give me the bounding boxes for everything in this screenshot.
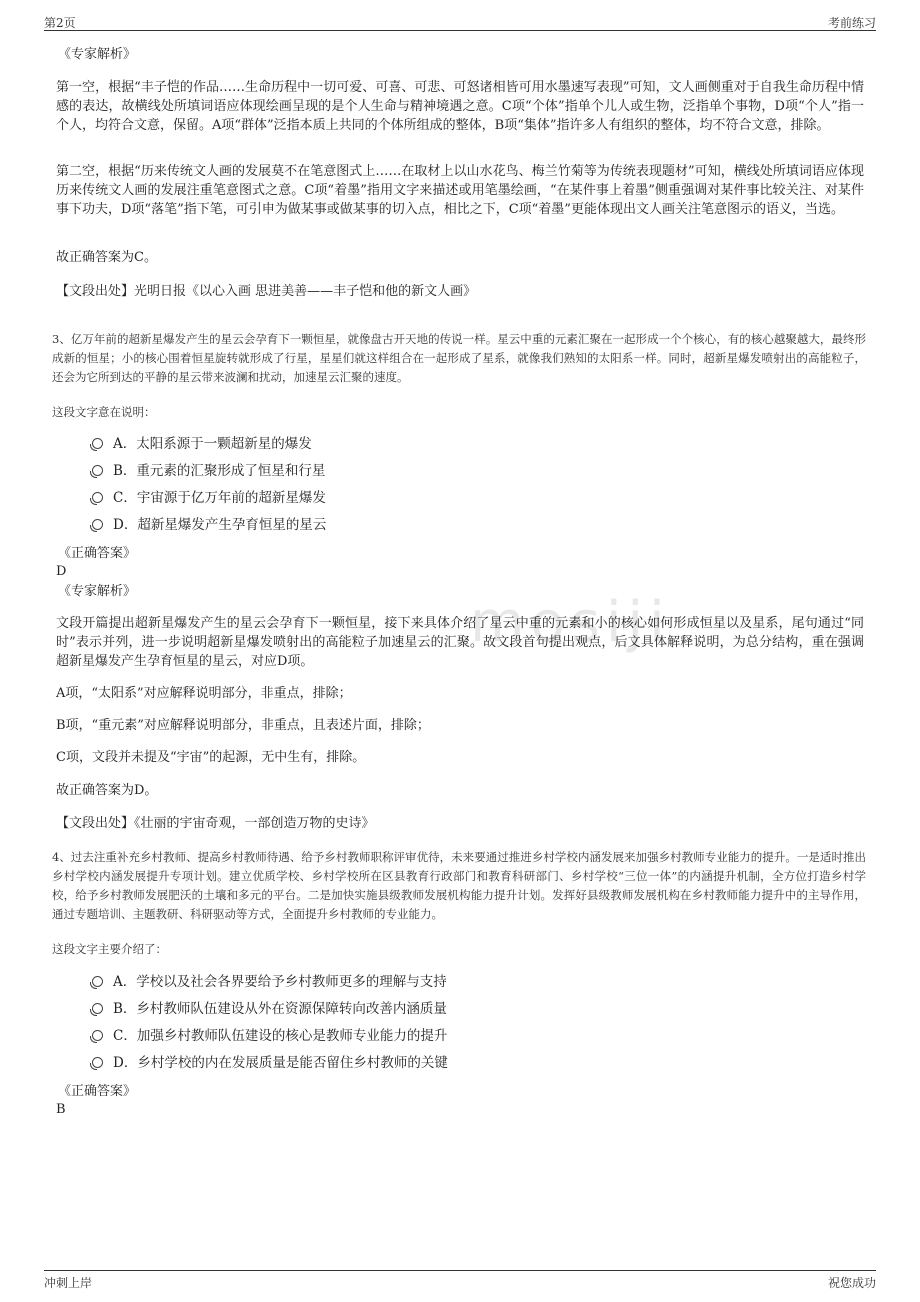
q3-option-d[interactable] (92, 515, 326, 535)
q2-source: 【文段出处】光明日报《以心入画 思进美善——丰子恺和他的新文人画》 (56, 284, 477, 299)
footer-left: 冲刺上岸 (44, 1276, 93, 1290)
radio-icon[interactable] (92, 465, 103, 476)
q3-option-b-label: B．重元素的汇聚形成了恒星和行星 (113, 463, 326, 479)
q3-option-c-label: C．宇宙源于亿万年前的超新星爆发 (113, 490, 326, 506)
q3-option-c[interactable] (92, 488, 326, 508)
q3-answer-label: 《正确答案》 (58, 546, 137, 561)
q3-stem: 这段文字意在说明： (52, 405, 156, 419)
q3-analysis-pA: A项，“太阳系”对应解释说明部分，非重点，排除； (56, 686, 352, 701)
q3-option-d-label: D．超新星爆发产生孕育恒星的星云 (113, 517, 327, 533)
radio-icon[interactable] (92, 492, 103, 503)
radio-icon[interactable] (92, 1057, 103, 1068)
q4-answer: B (56, 1102, 66, 1117)
q4-option-c[interactable] (92, 1026, 447, 1046)
q3-option-b[interactable] (92, 461, 325, 481)
q3-answer: D (56, 564, 67, 579)
header-title: 考前练习 (827, 16, 876, 30)
radio-icon[interactable] (92, 976, 103, 987)
page-header (44, 14, 876, 31)
q4-option-b[interactable] (92, 999, 447, 1019)
q3-analysis-p1: 文段开篇提出超新星爆发产生的星云会孕育下一颗恒星，接下来具体介绍了星云中重的元素和小的核心如何形成恒星以及星系，尾句通过“同时”表示并列，进一步说明超新星爆发喷射出的高能粒子加速星云的汇聚。故文段首句提出观点，后文具体解释说明，为总分结构，重在强调超新星爆发产生孕育恒星的星云，对应D项。 (56, 616, 864, 669)
q3-question: 3、亿万年前的超新星爆发产生的星云会孕育下一颗恒星，就像盘古开天地的传说一样。星云中重的元素汇聚在一起形成一个个核心，有的核心越聚越大，最终形成新的恒星；小的核心围着恒星旋转就形成了行星，星星们就这样组合在一起形成了星系，就像我们熟知的太阳系一样。同时，超新星爆发喷射出的高能粒子，还会为它所到达的平静的星云带来波澜和扰动，加速星云汇聚的速度。 (52, 332, 866, 384)
page-footer (44, 1270, 876, 1291)
footer-right: 祝您成功 (827, 1276, 876, 1290)
watermark: mosiji (470, 590, 671, 655)
q4-option-a[interactable] (92, 972, 447, 992)
q2-conclusion: 故正确答案为C。 (56, 250, 157, 265)
q2-analysis-p1: 第一空，根据“丰子恺的作品……生命历程中一切可爱、可喜、可悲、可怒诸相皆可用水墨速写表现”可知，文人画侧重对于自我生命历程中情感的表达，故横线处所填词语应体现绘画呈现的是个人生命与精神境遇之意。C项“个体”指单个儿人或生物，泛指单个事物，D项“个人”指一个人，均符合文意，保留。A项“群体”泛指本质上共同的个体所组成的整体，B项“集体”指许多人有组织的整体，均不符合文意，排除。 (56, 80, 864, 133)
q3-analysis-pB: B项，“重元素”对应解释说明部分，非重点，且表述片面，排除； (56, 718, 430, 733)
q2-analysis-p2: 第二空，根据“历来传统文人画的发展莫不在笔意图式上……在取材上以山水花鸟、梅兰竹菊等为传统表现题材”可知，横线处所填词语应体现历来传统文人画的发展注重笔意图式之意。C项“着墨”指用文字来描述或用笔墨绘画，“在某件事上着墨”侧重强调对某件事比较关注、对某件事下功夫，D项“落笔”指下笔，可引申为做某事或做某事的切入点，相比之下，C项“着墨”更能体现出文人画关注笔意图示的语义，当选。 (56, 164, 864, 217)
radio-icon[interactable] (92, 438, 103, 449)
radio-icon[interactable] (92, 1003, 103, 1014)
q3-option-a-label: A．太阳系源于一颗超新星的爆发 (113, 436, 312, 452)
q3-analysis-label: 《专家解析》 (58, 584, 137, 599)
q4-stem: 这段文字主要介绍了： (52, 942, 167, 956)
q4-option-d-label: D．乡村学校的内在发展质量是能否留住乡村教师的关键 (113, 1055, 448, 1071)
q3-option-a[interactable] (92, 434, 312, 454)
radio-icon[interactable] (92, 1030, 103, 1041)
q4-answer-label: 《正确答案》 (58, 1084, 137, 1099)
q4-question: 4、过去注重补充乡村教师、提高乡村教师待遇、给予乡村教师职称评审优待，未来要通过推进乡村学校内涵发展来加强乡村教师专业能力的提升。一是适时推出乡村学校内涵发展提升专项计划。建立优质学校、乡村学校所在区县教育行政部门和教育科研部门、乡村学校“三位一体”的内涵提升机制，全方位打造乡村学校，给予乡村教师发展肥沃的土壤和多元的平台。二是加快实施县级教师发展机构能力提升计划。发挥好县级教师发展机构在乡村教师能力提升中的主导作用，通过专题培训、主题教研、科研驱动等方式，全面提升乡村教师的专业能力。 (52, 850, 866, 921)
radio-icon[interactable] (92, 519, 103, 530)
q2-analysis-label: 《专家解析》 (58, 47, 137, 62)
q4-option-a-label: A．学校以及社会各界要给予乡村教师更多的理解与支持 (113, 974, 447, 990)
q4-option-d[interactable] (92, 1053, 448, 1073)
q3-analysis-pC: C项，文段并未提及“宇宙”的起源，无中生有，排除。 (56, 750, 366, 765)
q3-source: 【文段出处】《壮丽的宇宙奇观，一部创造万物的史诗》 (56, 816, 375, 831)
q4-option-b-label: B．乡村教师队伍建设从外在资源保障转向改善内涵质量 (113, 1001, 447, 1017)
page-number: 第2页 (44, 16, 76, 30)
q3-conclusion: 故正确答案为D。 (56, 783, 158, 798)
q4-option-c-label: C．加强乡村教师队伍建设的核心是教师专业能力的提升 (113, 1028, 448, 1044)
